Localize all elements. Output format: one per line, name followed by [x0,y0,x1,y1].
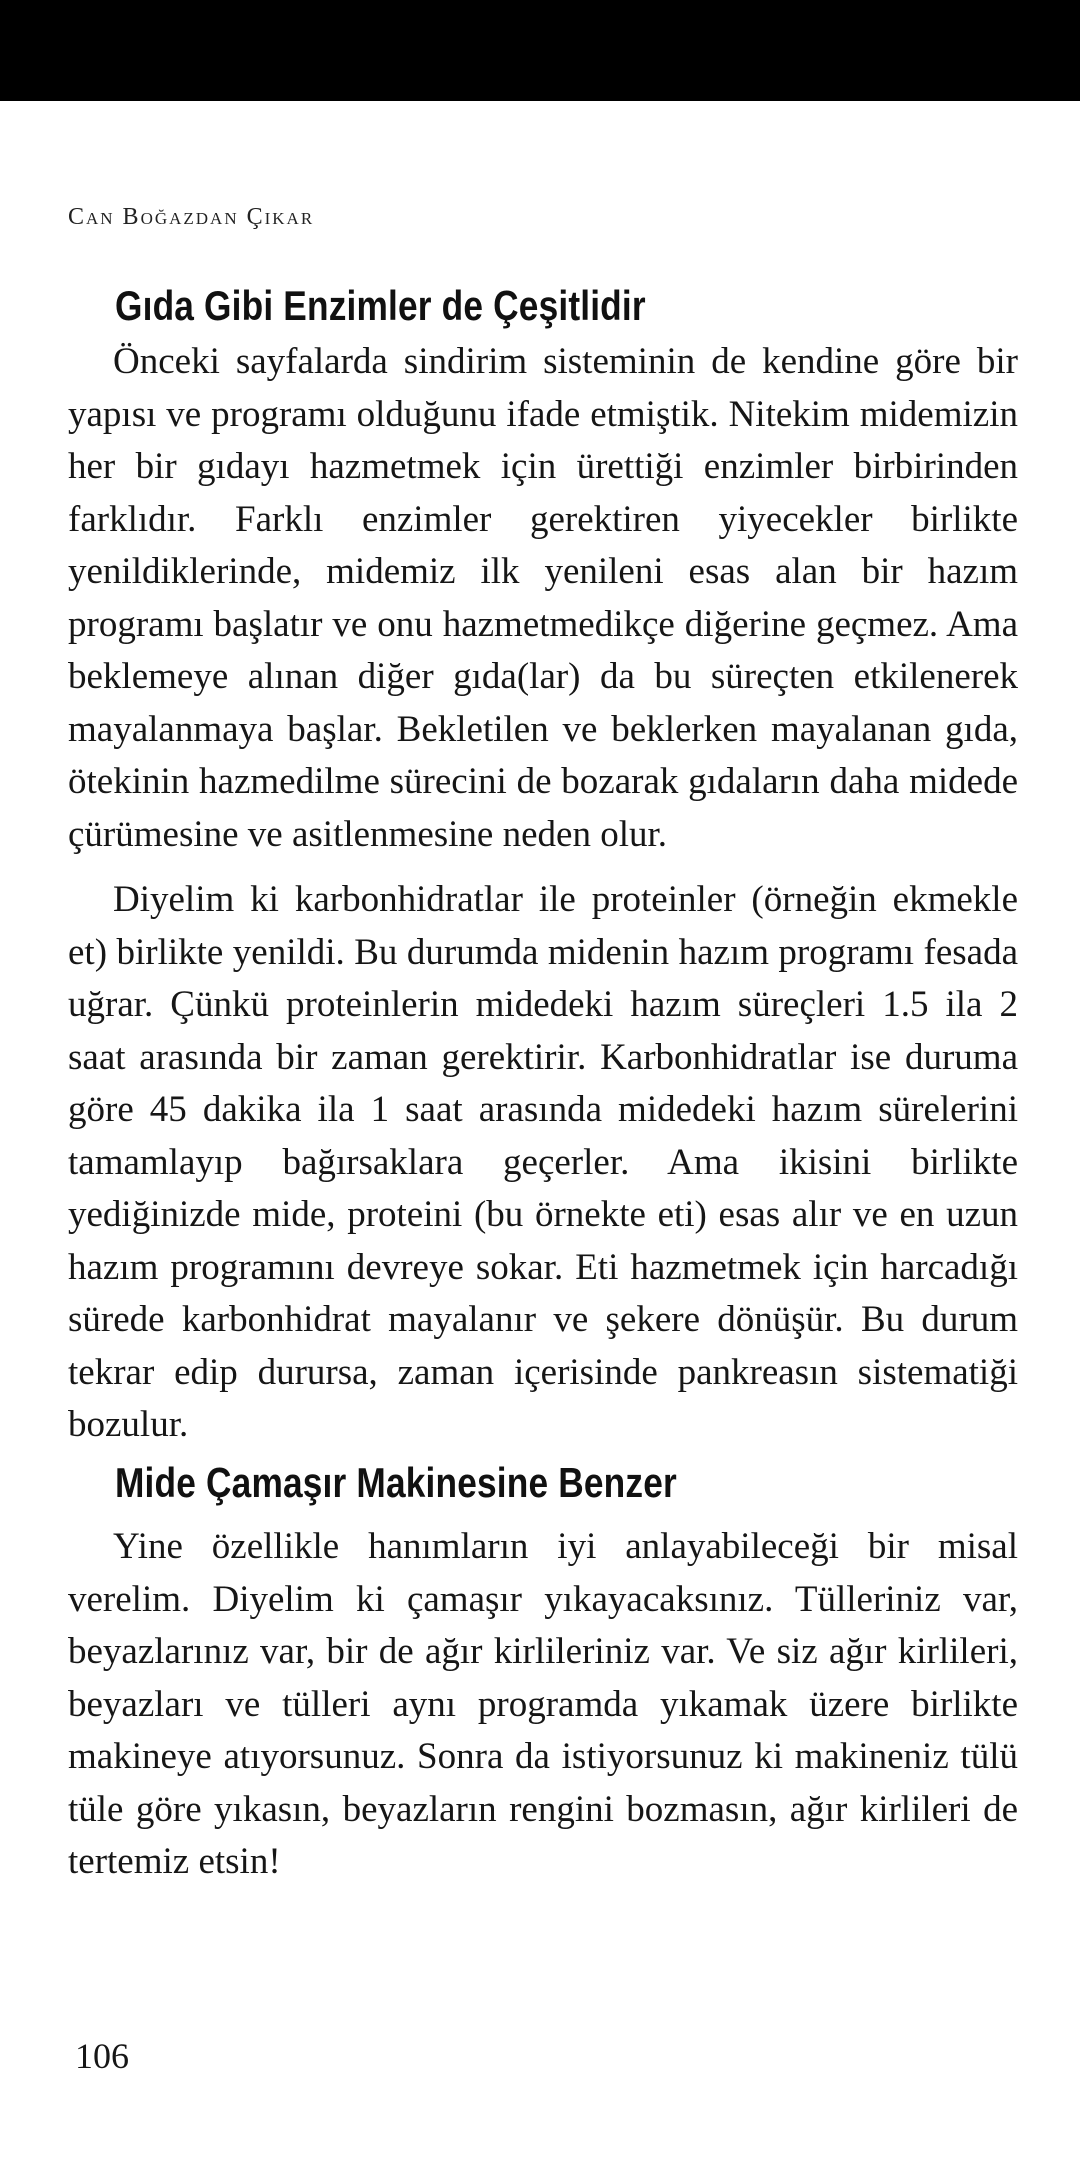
body-paragraph: Önceki sayfalarda sindirim sisteminin de kendine göre bir yapısı ve programı olduğunu ifade etmiştik. Nitekim midemizin her bir gıdayı hazmetmek için ürettiği enzimler birbirinden farklıdır. Farklı enzimler gerektiren yiyecekler birlikte yenildiklerinde, midemiz ilk yenileni esas alan bir hazım programı başlatır ve onu hazmetmedikçe diğerine geçmez. Ama beklemeye alınan diğer gıda(lar) da bu süreçten etkilenerek mayalanmaya başlar. Bekletilen ve beklerken mayalanan gıda, ötekinin hazmedilme sürecini de bozarak gıdaların daha midede çürümesine ve asitlenmesine neden olur. [68,341,1018,855]
section-heading-washing-machine: Mide Çamaşır Makinesine Benzer [115,1459,677,1506]
body-paragraph: Diyelim ki karbonhidratlar ile proteinler (örneğin ekmekle et) birlikte yenildi. Bu durumda midenin hazım programı fesada uğrar. Çünkü proteinlerin midedeki hazım süreçleri 1.5 ila 2 saat arasında bir zaman gerektirir. Karbonhidratlar ise duruma göre 45 dakika ila 1 saat arasında midedeki hazım sürelerini tamamlayıp bağırsaklara geçerler. Ama ikisini birlikte yediğinizde mide, proteini (bu örnekte eti) esas alır ve en uzun hazım programını devreye sokar. Eti hazmetmek için harcadığı sürede karbonhidrat mayalanır ve şekere dönüşür. Bu durum tekrar edip durursa, zaman içerisinde pankreasın sistematiği bozulur. [68,879,1018,1445]
body-paragraph: Yine özellikle hanımların iyi anlayabileceği bir misal verelim. Diyelim ki çamaşır yıkayacaksınız. Tülleriniz var, beyazlarınız var, bir de ağır kirlileriniz var. Ve siz ağır kirlileri, beyazları ve tülleri aynı programda yıkamak üzere birlikte makineye atıyorsunuz. Sonra da istiyorsunuz ki makineniz tülü tüle göre yıkasın, beyazların rengini bozmasın, ağır kirlileri de tertemiz etsin! [68,1526,1018,1882]
page-number: 106 [75,2036,129,2076]
section-heading-enzymes: Gıda Gibi Enzimler de Çeşitlidir [115,282,646,329]
top-black-bar [0,0,1080,101]
running-header: Can Boğazdan Çıkar [68,204,315,230]
